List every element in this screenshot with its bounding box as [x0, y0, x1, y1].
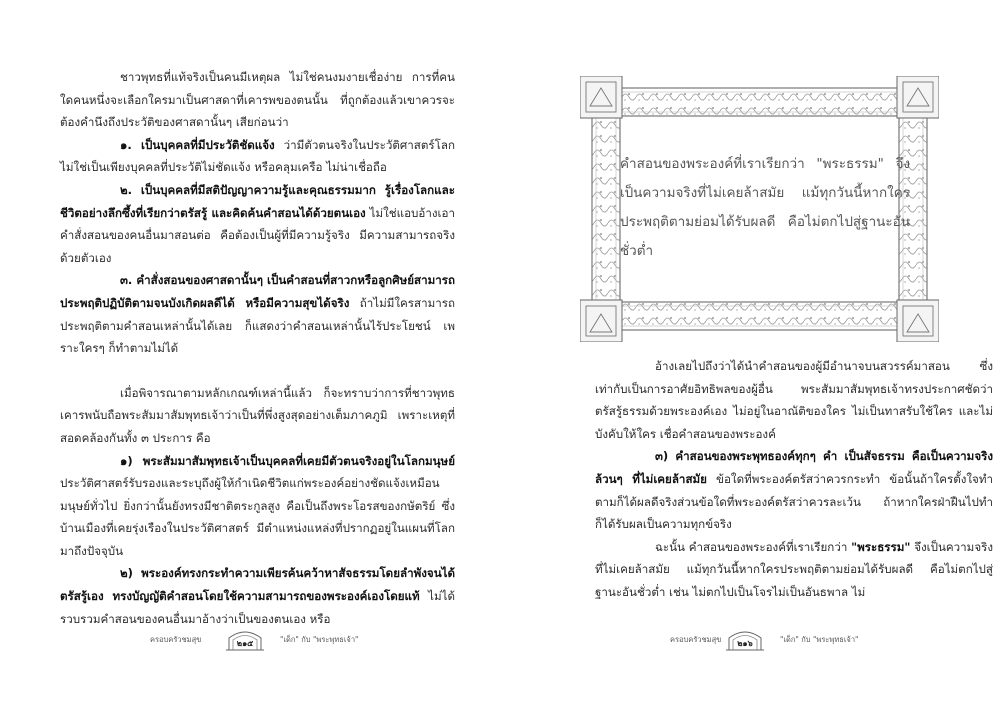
paragraph-text: ว่ามีตัวตนจริงในประวัติศาสตร์โลก ไม่ใช่เป็นเพียงบุคคลที่ประวัติไม่ชัดแจ้ง หรือคลุมเครือ ไม่น่าเชื่อถือ: [60, 137, 455, 175]
left-footer: [150, 626, 370, 654]
paragraph: [60, 382, 455, 450]
paragraph-text: อ้างเลยไปถึงว่าได้นำคำสอนของผู้มีอำนาจบนสวรรค์มาสอน ซึ่งเท่ากับเป็นการอาศัยอิทธิพลของผู้อื่น พระสัมมาสัมพุทธเจ้าทรงประกาศชัดว่าตรัสรู้ธรรมด้วยพระองค์เอง ไม่อยู่ในอาณัติของใคร ไม่เป็นทาสรับใช้ใคร และไม่บังคับให้ใคร เชื่อคำสอนของพระองค์: [595, 359, 993, 441]
right-page-body: [595, 355, 993, 604]
paragraph-text: จึงเป็นความจริงที่ไม่เคยล้าสมัย แม้ทุกวันนี้หากใครประพฤติตามย่อมได้รับผลดี คือไม่ตกไปสู่ฐานะอันชั่วต่ำ เช่น ไม่ตกไปเป็นโจรไม่เป็นอันธพาล ไม่: [595, 539, 993, 599]
paragraph: [60, 134, 455, 179]
paragraph-text: ถ้าไม่มีใครสามารถประพฤติตามคำสอนเหล่านั้นได้เลย ก็แสดงว่าคำสอนเหล่านั้นไร้ประโยชน์ เพราะใครๆ ก็ทำตามไม่ได้: [60, 295, 455, 356]
page-number-badge: [725, 626, 765, 652]
paragraph-text: ประวัติศาสตร์รับรองและระบุถึงผู้ให้กำเนิดชีวิตแก่พระองค์อย่างชัดแจ้งเหมือนมนุษย์ทั่วไป ยิ่งกว่านั้นยังทรงมีชาติตระกูลสูง คือเป็นถึงพระโอรสของกษัตริย์ ซึ่งบ้านเมืองที่เคยรุ่งเรืองในประวัติศาสตร์ มีตำแหน่งแหล่งที่ปรากฏอยู่ในแผนที่โลกมาถึงปัจจุบัน: [60, 476, 455, 558]
bold-heading: "พระธรรม": [851, 539, 911, 554]
footer-title: "เด็ก" กับ "พระพุทธเจ้า": [280, 635, 359, 644]
paragraph-text: ไม่ได้รวบรวมคำสอนของคนอื่นมาอ้างว่าเป็นของตนเอง หรือ: [60, 589, 455, 626]
page-number: ๒๑๕: [236, 639, 254, 648]
page-number: ๒๑๖: [737, 639, 753, 648]
footer-label: ครอบครัวชมสุข: [670, 635, 722, 644]
paragraph: [595, 355, 993, 445]
paragraph-gap: [60, 360, 455, 382]
paragraph: [60, 66, 455, 134]
bold-heading: ๑) พระสัมมาสัมพุทธเจ้าเป็นบุคคลที่เคยมีตัวตนจริงอยู่ในโลกมนุษย์: [120, 453, 455, 468]
page-number-badge: [225, 626, 265, 652]
bold-heading: ๒. เป็นบุคคลที่มีสติปัญญาความรู้และคุณธรรมมาก รู้เรื่องโลกและชีวิตอย่างลึกซึ้งที่เรียกว่าตรัสรู้ และคิดค้นคำสอนได้ด้วยตนเอง: [60, 182, 455, 220]
paragraph: [595, 445, 993, 535]
paragraph-text: ฉะนั้น คำสอนของพระองค์ที่เราเรียกว่า: [655, 539, 852, 554]
left-page-body: [60, 66, 455, 630]
paragraph-text: เมื่อพิจารณาตามหลักเกณฑ์เหล่านี้แล้ว ก็จะทราบว่าการที่ชาวพุทธเคารพนับถือพระสัมมาสัมพุทธเจ้าว่าเป็นที่พึ่งสูงสุดอย่างเต็มภาคภูมิ เพราะเหตุที่สอดคล้องกันทั้ง ๓ ประการ คือ: [60, 385, 455, 445]
paragraph: [60, 450, 455, 563]
paragraph-text: ไม่ใช่แอบอ้างเอาคำสั่งสอนของคนอื่นมาสอนต่อ คือต้องเป็นผู้ที่มีความรู้จริง มีความสามารถจริงด้วยตัวเอง: [60, 205, 455, 265]
paragraph: [60, 562, 455, 630]
paragraph: [60, 179, 455, 269]
bold-heading: ๒) พระองค์ทรงกระทำความเพียรค้นคว้าหาสัจธรรมโดยลำพังจนได้ตรัสรู้เอง ทรงบัญญัติคำสอนโดยใช้ความสามารถของพระองค์เองโดยแท้: [60, 566, 455, 604]
paragraph: [60, 269, 455, 359]
paragraph-text: ข้อใดที่พระองค์ตรัสว่าควรกระทำ ข้อนั้นถ้าใครตั้งใจทำตามก็ได้ผลดีจริงส่วนข้อใดที่พระองค์ตรัสว่าควรละเว้น ถ้าหากใครฝ่าฝืนไปทำ ก็ได้รับผลเป็นความทุกข์จริง: [595, 471, 993, 532]
bold-heading: ๓) คำสอนของพระพุทธองค์ทุกๆ คำ เป็นสัจธรรม คือเป็นความจริงล้วนๆ ที่ไม่เคยล้าสมัย: [595, 449, 993, 486]
bold-heading: ๓. คำสั่งสอนของศาสดานั้นๆ เป็นคำสอนที่สาวกหรือลูกศิษย์สามารถประพฤติปฏิบัติตามจนบังเกิดผลดีได้ หรือมีความสุขได้จริง: [60, 273, 455, 310]
paragraph-text: ชาวพุทธที่แท้จริงเป็นคนมีเหตุผล ไม่ใช่คนงมงายเชื่อง่าย การที่คนใดคนหนึ่งจะเลือกใครมาเป็นศาสดาที่เคารพของตนนั้น ที่ถูกต้องแล้วเขาควรจะต้องคำนึงถึงประวัติของศาสดานั้นๆ เสียก่อนว่า: [60, 70, 455, 130]
footer-label: ครอบครัวชมสุข: [150, 635, 202, 644]
bold-heading: ๑. เป็นบุคคลที่มีประวัติชัดแจ้ง: [120, 137, 275, 152]
right-footer: [670, 626, 890, 654]
paragraph: [595, 536, 993, 604]
highlight-quote: คำสอนของพระองค์ที่เราเรียกว่า "พระธรรม" จึงเป็นความจริงที่ไม่เคยล้าสมัย แม้ทุกวันนี้หากใครประพฤติตามย่อมได้รับผลดี คือไม่ตกไปสู่ฐานะอันชั่วต่ำ: [620, 156, 910, 259]
footer-title: "เด็ก" กับ "พระพุทธเจ้า": [780, 635, 859, 644]
